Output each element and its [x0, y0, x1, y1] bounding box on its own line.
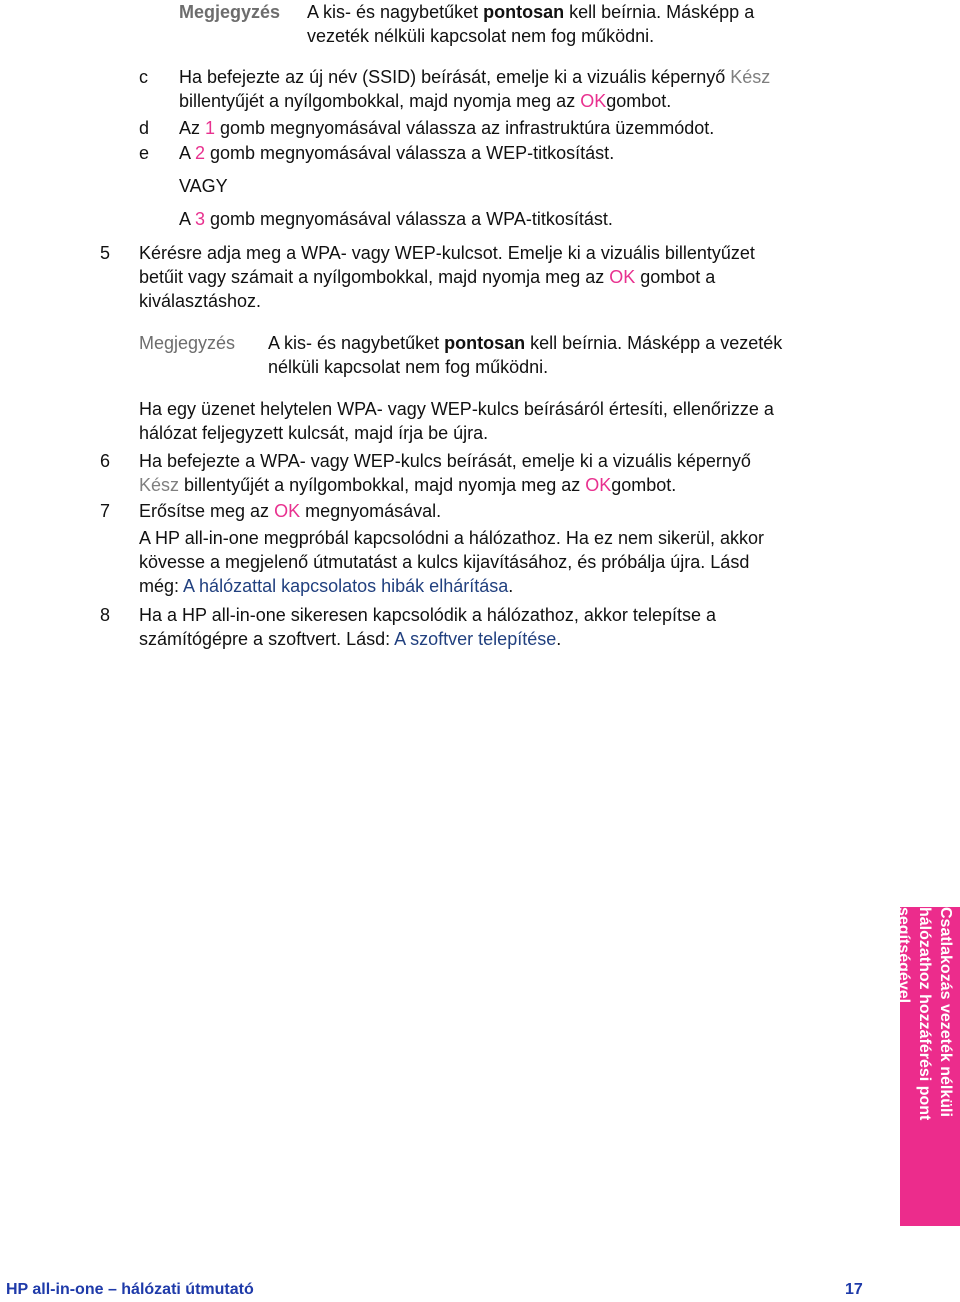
step-letter: c [139, 67, 148, 87]
step-line: Kész billentyűjét a nyílgombokkal, majd nyomja meg az OKgombot. [139, 475, 677, 495]
step-line: Ha befejezte az új név (SSID) beírását, emelje ki a vizuális képernyő Kész [179, 67, 771, 87]
footer-title: HP all-in-one – hálózati útmutató [6, 1281, 254, 1298]
chapter-tab-line: segítségével [895, 907, 912, 1004]
page-number: 17 [845, 1281, 863, 1298]
note-line: vezeték nélküli kapcsolat nem fog működni. [307, 26, 655, 46]
paragraph-line: Ha egy üzenet helytelen WPA- vagy WEP-kulcs beírásáról értesíti, ellenőrizze a [139, 399, 774, 419]
link-troubleshooting[interactable]: A hálózattal kapcsolatos hibák elhárítása [183, 576, 509, 596]
paragraph-line: hálózat feljegyzett kulcsát, majd írja be újra. [139, 423, 489, 443]
note-label: Megjegyzés [179, 2, 281, 22]
step-line: A 3 gomb megnyomásával válassza a WPA-titkosítást. [179, 209, 613, 229]
step-line: betűit vagy számait a nyílgombokkal, majd nyomja meg az OK gombot a [139, 267, 716, 287]
note-line: nélküli kapcsolat nem fog működni. [268, 357, 549, 377]
chapter-tab-line: hálózathoz hozzáférési pont [916, 907, 933, 1121]
step-line: billentyűjét a nyílgombokkal, majd nyomja meg az OKgombot. [179, 91, 672, 111]
step-number: 5 [100, 243, 111, 263]
key-label: Kész [730, 67, 771, 87]
step-number: 6 [100, 451, 111, 471]
chapter-tab [895, 907, 960, 1226]
step-letter: e [139, 143, 150, 163]
note-line: A kis- és nagybetűket pontosan kell beírnia. Másképp a vezeték [268, 333, 783, 353]
key-label: 3 [195, 209, 206, 229]
step-number: 7 [100, 501, 111, 521]
key-label: 1 [205, 118, 216, 138]
step-line: Ha befejezte a WPA- vagy WEP-kulcs beírását, emelje ki a vizuális képernyő [139, 451, 751, 471]
key-label: OK [585, 475, 612, 495]
step-line: Ha a HP all-in-one sikeresen kapcsolódik a hálózathoz, akkor telepítse a [139, 605, 716, 625]
note-label: Megjegyzés [139, 333, 236, 353]
or-label: VAGY [179, 176, 228, 196]
chapter-tab-text [896, 907, 960, 1226]
key-label: OK [609, 267, 636, 287]
step-line: Az 1 gomb megnyomásával válassza az infrastruktúra üzemmódot. [179, 118, 715, 138]
key-label: Kész [139, 475, 180, 495]
paragraph-line: kövesse a megjelenő útmutatást a kulcs kijavításához, és próbálja újra. Lásd [139, 552, 750, 572]
step-number: 8 [100, 605, 111, 625]
paragraph-line: még: A hálózattal kapcsolatos hibák elhárítása. [139, 576, 514, 596]
step-line: számítógépre a szoftvert. Lásd: A szoftver telepítése. [139, 629, 562, 649]
note-line: A kis- és nagybetűket pontosan kell beírnia. Másképp a [307, 2, 755, 22]
step-line: A 2 gomb megnyomásával válassza a WEP-titkosítást. [179, 143, 615, 163]
key-label: 2 [195, 143, 206, 163]
step-line: Erősítse meg az OK megnyomásával. [139, 501, 442, 521]
paragraph-line: A HP all-in-one megpróbál kapcsolódni a hálózathoz. Ha ez nem sikerül, akkor [139, 528, 764, 548]
step-line: kiválasztáshoz. [139, 291, 262, 311]
chapter-tab-line: Csatlakozás vezeték nélküli [937, 907, 954, 1117]
key-label: OK [580, 91, 607, 111]
step-line: Kérésre adja meg a WPA- vagy WEP-kulcsot. Emelje ki a vizuális billentyűzet [139, 243, 755, 263]
key-label: OK [274, 501, 301, 521]
step-letter: d [139, 118, 150, 138]
link-software-install[interactable]: A szoftver telepítése [394, 629, 557, 649]
